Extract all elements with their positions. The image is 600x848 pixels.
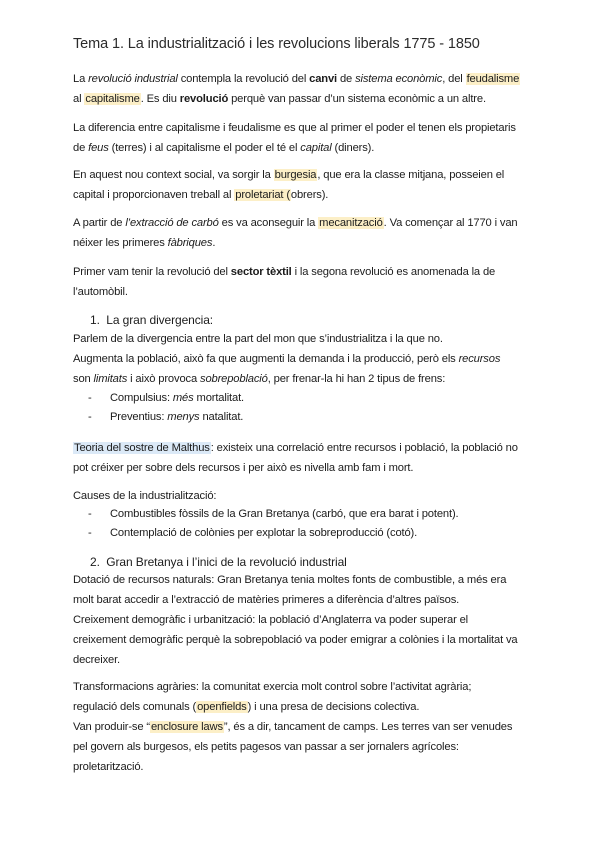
section-heading-1: 1. La gran divergencia:: [90, 313, 214, 327]
highlight: openfields: [197, 701, 247, 713]
paragraph-textil: Primer vam tenir la revolució del sector tèxtil i la segona revolució es anomenada la de l’automòbil.: [73, 266, 496, 298]
paragraph-gran-bretanya: Dotació de recursos naturals: Gran Bretanya tenia moltes fonts de combustible, a més era molt barat accedir a l’extracció de matèries primeres a diferència d’altres països. Creixement demogràfic i urbanització: la població d’Anglaterra va poder superar el creixement demogràfic perquè la sobrepoblació va poder emigrar a colònies i la mortalitat va decreixer.: [73, 574, 518, 666]
list-item: - Compulsius: més mortalitat.: [88, 392, 244, 404]
section-heading-2: 2. Gran Bretanya i l’inici de la revolució industrial: [90, 555, 347, 569]
frens-list: [88, 389, 528, 427]
paragraph-revolucio: La revolució industrial contempla la revolució del canvi de sistema econòmic, del feudalisme al capitalisme. Es diu revolució perquè van passar d’un sistema econòmic a un altre.: [73, 73, 520, 105]
list-item: - Contemplació de colònies per explotar la sobreproducció (cotó).: [88, 527, 418, 539]
highlight: feudalisme: [466, 73, 520, 85]
highlight: Teoria del sostre de Malthus: [74, 442, 210, 454]
paragraph-diferencia: La diferencia entre capitalisme i feudalisme es que al primer el poder el tenen els propietaris de feus (terres) i al capitalisme el poder el té el capital (diners).: [73, 122, 516, 154]
paragraph-burgesia: En aquest nou context social, va sorgir la burgesia, que era la classe mitjana, posseien el capital i proporcionaven treball al proletariat (obrers).: [73, 169, 505, 201]
causes-list: [88, 505, 528, 543]
paragraph-mecanitzacio: A partir de l’extracció de carbó es va aconseguir la mecanització. Va començar al 1770 i van néixer les primeres fàbriques.: [73, 217, 518, 249]
highlight: mecanització: [319, 217, 383, 229]
page-title: Tema 1. La industrialització i les revolucions liberals 1775 - 1850: [73, 36, 480, 52]
paragraph-divergencia: Parlem de la divergencia entre la part del mon que s’industrialitza i la que no. Augmenta la població, això fa que augmenti la demanda i la producció, però els recursos son limitats i això provoca sobrepoblació, per frenar-la hi han 2 tipus de frens:: [73, 333, 501, 385]
highlight: enclosure laws: [150, 721, 223, 733]
paragraph-transformacions: Transformacions agràries: la comunitat exercia molt control sobre l’activitat agrària; regulació dels comunals (openfields) i una presa de decisions colectiva. Van produir-se “enclosure laws”, és a dir, tancament de camps. Les terres van ser venudes pel govern als burgesos, els petits pagesos van passar a ser jornalers agrícoles: proletarització.: [73, 681, 513, 773]
paragraph-malthus: Teoria del sostre de Malthus: existeix una correlació entre recursos i població, la població no pot créixer per sobre dels recursos i per això es nivella amb fam i mort.: [73, 442, 518, 474]
highlight: burgesia: [274, 169, 317, 181]
list-item: - Preventius: menys natalitat.: [88, 411, 244, 423]
paragraph-causes: Causes de la industrialització:: [73, 490, 217, 502]
list-item: - Combustibles fòssils de la Gran Bretanya (carbó, que era barat i potent).: [88, 508, 459, 520]
highlight: capitalisme: [85, 93, 140, 105]
highlight: proletariat (: [235, 189, 290, 201]
